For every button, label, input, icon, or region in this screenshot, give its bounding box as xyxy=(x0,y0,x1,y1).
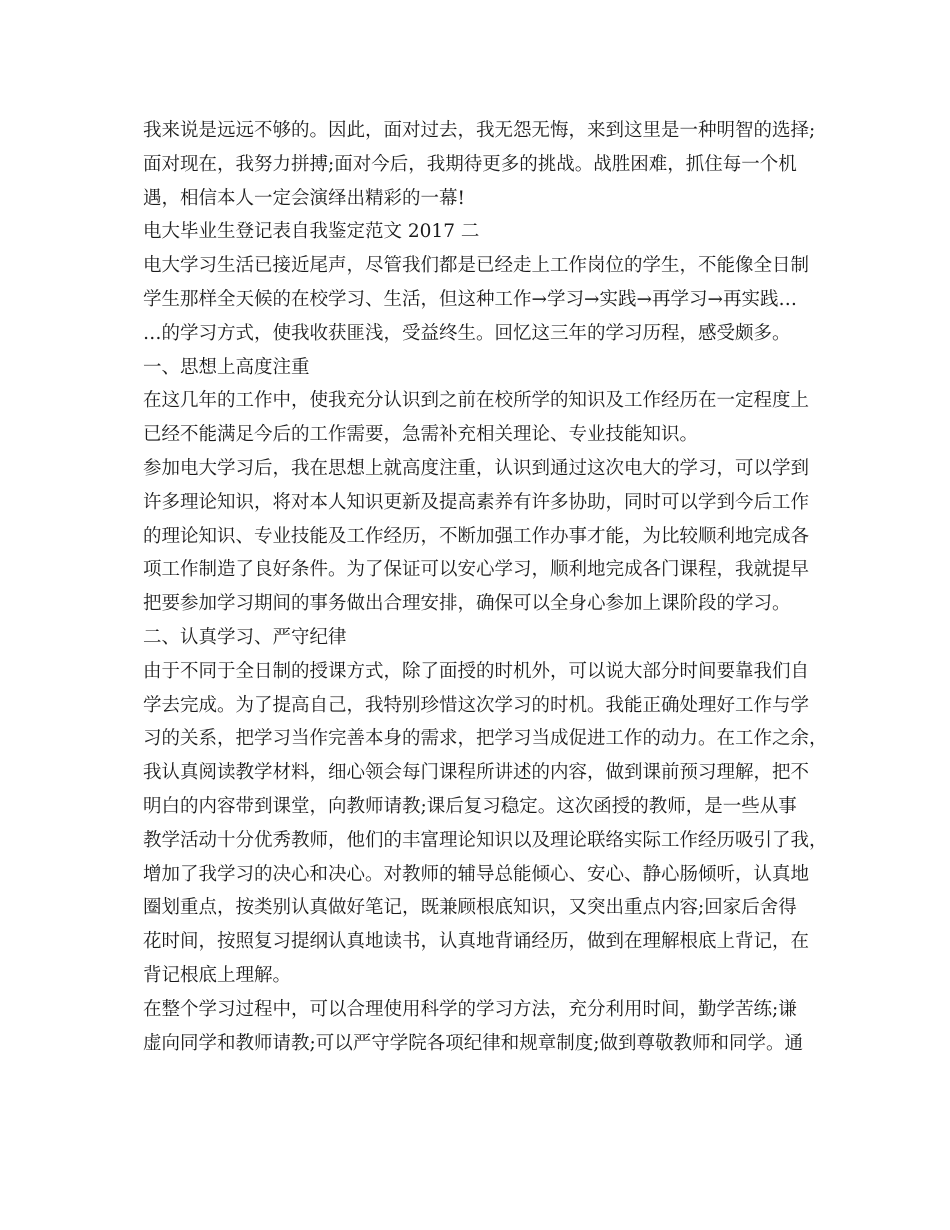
document-body xyxy=(143,114,828,1060)
text-line: 我来说是远远不够的。因此，面对过去，我无怨无悔，来到这里是一种明智的选择; xyxy=(143,120,816,141)
text-line: 习的关系，把学习当作完善本身的需求，把学习当成促进工作的动力。在工作之余， xyxy=(143,728,828,750)
text-line: 把要参加学习期间的事务做出合理安排，确保可以全身心参加上课阶段的学习。 xyxy=(143,593,791,615)
text-line: 面对现在，我努力拼搏;面对今后，我期待更多的挑战。战胜困难，抓住每一个机 xyxy=(143,153,797,175)
text-line: 已经不能满足今后的工作需要，急需补充相关理论、专业技能知识。 xyxy=(143,424,699,446)
text-line: …的学习方式，使我收获匪浅，受益终生。回忆这三年的学习历程，感受颇多。 xyxy=(143,322,791,344)
text-line: 花时间，按照复习提纲认真地读书，认真地背诵经历，做到在理解根底上背记，在 xyxy=(143,931,810,953)
text-line: 的理论知识、专业技能及工作经历，不断加强工作办事才能，为比较顺利地完成各 xyxy=(143,525,810,547)
text-line: 由于不同于全日制的授课方式，除了面授的时机外，可以说大部分时间要靠我们自 xyxy=(143,660,810,682)
section-title: 电大毕业生登记表自我鉴定范文 2017 二 xyxy=(143,221,480,243)
text-line: 背记根底上理解。 xyxy=(143,964,292,986)
text-line: 遇，相信本人一定会演绎出精彩的一幕! xyxy=(143,187,465,209)
text-line: 明白的内容带到课堂，向教师请教;课后复习稳定。这次函授的教师，是一些从事 xyxy=(143,795,797,817)
section-heading: 一、思想上高度注重 xyxy=(143,356,310,378)
text-line: 学生那样全天候的在校学习、生活，但这种工作→学习→实践→再学习→再实践… xyxy=(143,288,798,310)
text-line: 参加电大学习后，我在思想上就高度注重，认识到通过这次电大的学习，可以学到 xyxy=(143,457,810,479)
text-line: 虚向同学和教师请教;可以严守学院各项纪律和规章制度;做到尊敬教师和同学。通 xyxy=(143,1032,803,1054)
text-line: 我认真阅读教学材料，细心领会每门课程所讲述的内容，做到课前预习理解，把不 xyxy=(143,762,810,784)
text-line: 许多理论知识，将对本人知识更新及提高素养有许多协助，同时可以学到今后工作 xyxy=(143,491,810,513)
text-line: 增加了我学习的决心和决心。对教师的辅导总能倾心、安心、静心肠倾听，认真地 xyxy=(143,863,810,885)
text-line: 项工作制造了良好条件。为了保证可以安心学习，顺利地完成各门课程，我就提早 xyxy=(143,559,810,581)
text-line: 学去完成。为了提高自己，我特别珍惜这次学习的时机。我能正确处理好工作与学 xyxy=(143,694,810,716)
text-line: 教学活动十分优秀教师，他们的丰富理论知识以及理论联络实际工作经历吸引了我， xyxy=(143,829,828,851)
text-line: 在整个学习过程中，可以合理使用科学的学习方法，充分利用时间，勤学苦练;谦 xyxy=(143,998,797,1020)
text-line: 圈划重点，按类别认真做好笔记，既兼顾根底知识，又突出重点内容;回家后舍得 xyxy=(143,897,797,919)
text-line: 在这几年的工作中，使我充分认识到之前在校所学的知识及工作经历在一定程度上 xyxy=(143,390,810,412)
section-heading: 二、认真学习、严守纪律 xyxy=(143,626,347,648)
text-line: 电大学习生活已接近尾声，尽管我们都是已经走上工作岗位的学生，不能像全日制 xyxy=(143,255,810,277)
